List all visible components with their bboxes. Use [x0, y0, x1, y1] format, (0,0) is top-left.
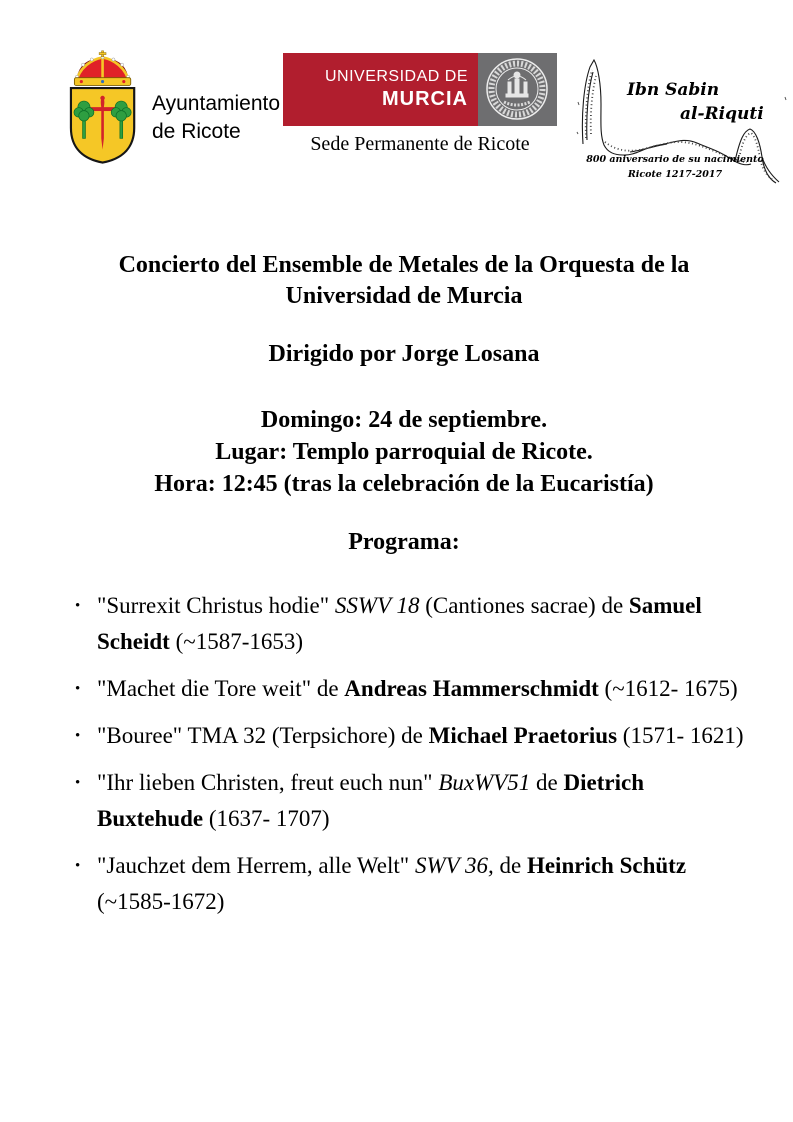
ayuntamiento-label	[152, 90, 280, 146]
piece-title: "Machet die Tore weit" de	[97, 676, 345, 701]
program-list	[60, 588, 748, 920]
composer-dates: (~1612- 1675)	[598, 676, 738, 701]
piece-title: "Surrexit Christus hodie"	[97, 593, 335, 618]
composer-dates: (1637- 1707)	[203, 806, 330, 831]
composer-name: Andreas Hammerschmidt	[344, 676, 599, 701]
director-line: Dirigido por Jorge Losana	[268, 341, 540, 367]
composer-dates: (~1585-1672)	[97, 889, 225, 914]
catalog-number: SWV 36,	[414, 853, 494, 878]
umu-banner	[283, 53, 557, 126]
piece-title: "Jauchzet dem Herrem, alle Welt"	[97, 853, 415, 878]
flyer-content	[60, 250, 748, 931]
catalog-number: SSWV 18	[334, 593, 420, 618]
umu-wordmark	[283, 53, 478, 126]
ibn-anniversary-line2: Ricote 1217-2017	[627, 169, 723, 180]
event-details	[60, 404, 748, 500]
composer-dates: (~1587-1653)	[169, 629, 304, 654]
umu-seal-box	[478, 53, 557, 126]
program-item	[75, 718, 745, 754]
bullet-icon: •	[75, 598, 81, 614]
bullet-icon: •	[75, 681, 81, 697]
bullet-icon: •	[75, 775, 81, 791]
program-item	[75, 848, 745, 920]
piece-title: "Bouree" TMA 32 (Terpsichore) de	[97, 723, 429, 748]
ayuntamiento-label-line1: Ayuntamiento	[152, 92, 281, 115]
catalog-number: BuxWV51	[438, 770, 531, 795]
piece-mid: de	[493, 853, 527, 878]
ibn-name-line1: Ibn Sabin	[627, 80, 720, 100]
composer-name: Samuel Scheidt	[97, 593, 702, 654]
umu-seal-icon	[478, 53, 557, 126]
piece-mid: (Cantiones sacrae) de	[419, 593, 629, 618]
composer-dates: (1571- 1621)	[617, 723, 744, 748]
composer-name: Heinrich Schütz	[526, 853, 687, 878]
event-date: Domingo: 24 de septiembre.	[260, 407, 548, 433]
piece-title: "Ihr lieben Christen, freut euch nun"	[97, 770, 439, 795]
program-heading: Programa:	[348, 529, 460, 555]
piece-mid: de	[530, 770, 564, 795]
umu-sede-label: Sede Permanente de Ricote	[310, 133, 530, 155]
umu-logo	[283, 53, 557, 156]
bullet-icon: •	[75, 728, 81, 744]
ibn-sabin-logo	[575, 42, 790, 187]
program-item	[75, 765, 745, 837]
event-time: Hora: 12:45 (tras la celebración de la Eucaristía)	[154, 471, 654, 497]
ayuntamiento-logo	[64, 46, 142, 175]
umu-wordmark-line2: MURCIA	[382, 88, 468, 110]
event-place: Lugar: Templo parroquial de Ricote.	[215, 439, 593, 465]
page-title-line1: Concierto del Ensemble de Metales de la Orquesta de la	[118, 252, 690, 278]
page-title	[60, 250, 748, 312]
ricote-coat-of-arms-icon	[64, 46, 142, 170]
composer-name: Michael Praetorius	[428, 723, 618, 748]
program-item	[75, 671, 745, 707]
ayuntamiento-label-line2: de Ricote	[152, 120, 241, 143]
ibn-anniversary-line1: 800 aniversario de su nacimiento	[586, 154, 764, 165]
ibn-name-line2: al-Riquti	[680, 104, 764, 124]
bullet-icon: •	[75, 858, 81, 874]
page-title-line2: Universidad de Murcia	[285, 283, 523, 309]
program-item	[75, 588, 745, 660]
umu-wordmark-line1: UNIVERSIDAD DE	[324, 68, 468, 85]
composer-name: Dietrich Buxtehude	[97, 770, 644, 831]
